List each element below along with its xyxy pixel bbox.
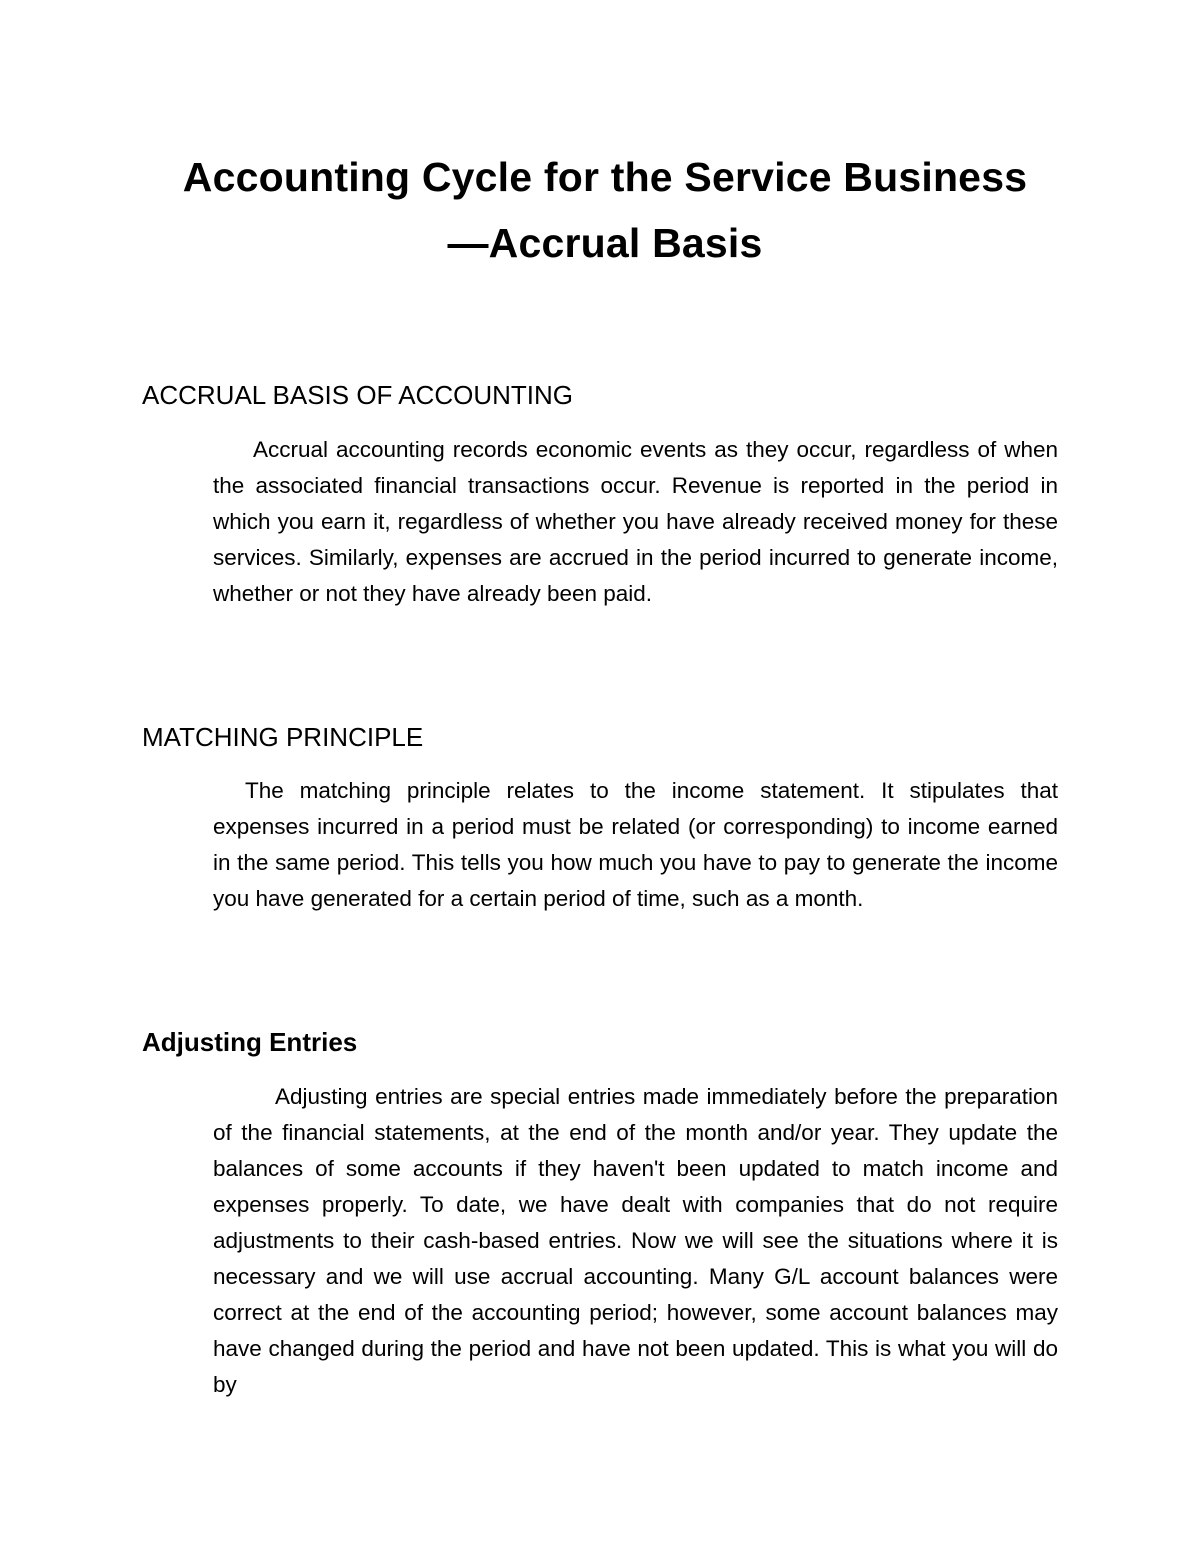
- section-body-accrual-basis: Accrual accounting records economic events as they occur, regardless of when the associated financial transactions occur. Revenue is reported in the period in which you earn it, regardless of whether you have already received money for these services. Similarly, expenses are accrued in the period incurred to generate income, whether or not they have already been paid.: [213, 437, 1058, 606]
- section-body-adjusting-entries: Adjusting entries are special entries made immediately before the preparation of the financial statements, at the end of the month and/or year. They update the balances of some accounts if they haven't been updated to match income and expenses properly. To date, we have dealt with companies that do not require adjustments to their cash-based entries. Now we will see the situations where it is necessary and we will use accrual accounting. Many G/L account balances were correct at the end of the accounting period; however, some account balances may have changed during the period and have not been updated. This is what you will do by: [213, 1084, 1058, 1397]
- section-body-matching-principle: The matching principle relates to the income statement. It stipulates that expenses incurred in a period must be related (or corresponding) to income earned in the same period. This tells you how much you have to pay to generate the income you have generated for a certain period of time, such as a month.: [213, 778, 1058, 911]
- section-heading-matching-principle: MATCHING PRINCIPLE: [142, 722, 424, 752]
- section-heading-accrual-basis: ACCRUAL BASIS OF ACCOUNTING: [142, 380, 573, 410]
- page-title-line-2: —Accrual Basis: [447, 220, 763, 266]
- page-title-line-1: Accounting Cycle for the Service Business: [182, 154, 1028, 200]
- section-heading-adjusting-entries: Adjusting Entries: [142, 1027, 358, 1057]
